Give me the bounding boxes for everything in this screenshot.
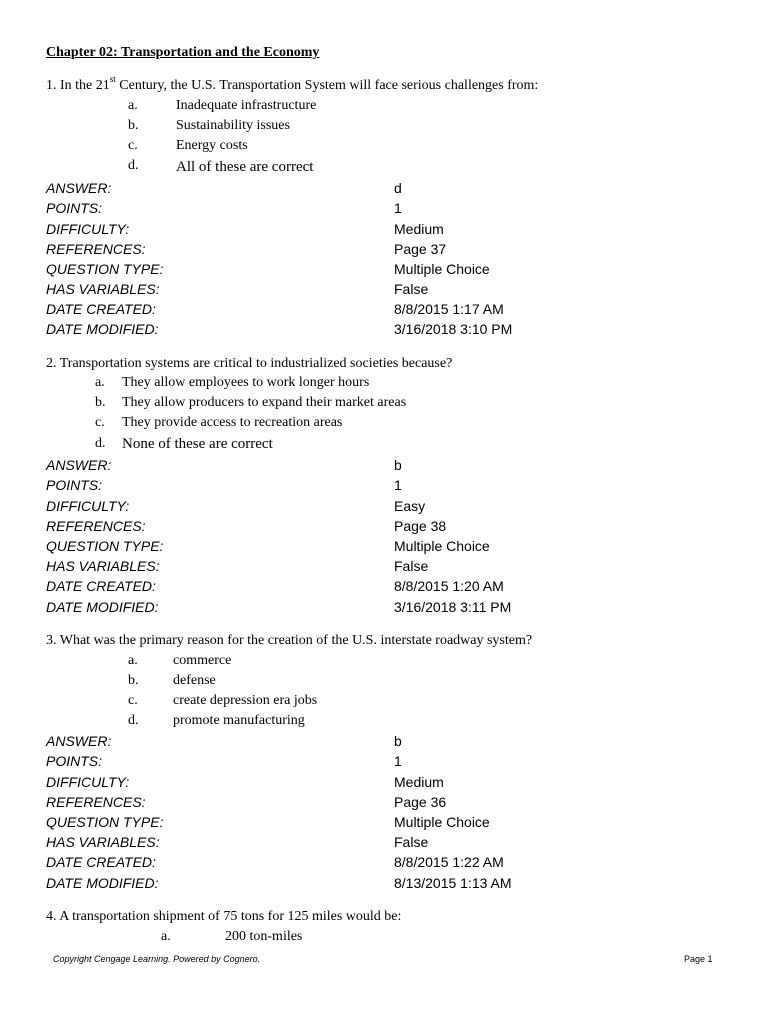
q1-question-type-value: Multiple Choice <box>394 261 490 277</box>
q1-date-modified-value: 3/16/2018 3:10 PM <box>394 321 513 337</box>
q3-references-value: Page 36 <box>394 794 447 810</box>
q1-has-variables-label: HAS VARIABLES: <box>46 281 160 297</box>
q2-date-created-value: 8/8/2015 1:20 AM <box>394 578 504 594</box>
q1-question-type-label: QUESTION TYPE: <box>46 261 164 277</box>
q1-date-created-label: DATE CREATED: <box>46 301 156 317</box>
q4-option-a-letter: a. <box>161 929 171 944</box>
q4-option-a-text: 200 ton-miles <box>225 929 303 944</box>
q2-question-type-value: Multiple Choice <box>394 538 490 554</box>
footer-page-number: Page 1 <box>684 954 713 964</box>
q1-option-a-letter: a. <box>128 98 138 113</box>
q3-has-variables-value: False <box>394 834 429 850</box>
q2-option-a-text: They allow employees to work longer hours <box>122 375 370 390</box>
q1-option-d-letter: d. <box>128 158 139 173</box>
question-3-text: 3. What was the primary reason for the creation of the U.S. interstate roadway system? <box>46 633 533 648</box>
q2-question-type-label: QUESTION TYPE: <box>46 538 164 554</box>
q2-has-variables-value: False <box>394 558 429 574</box>
q1-difficulty-value: Medium <box>394 221 444 237</box>
chapter-title: Chapter 02: Transportation and the Economy <box>46 45 320 60</box>
q2-option-b-letter: b. <box>95 395 106 410</box>
question-4-text: 4. A transportation shipment of 75 tons for 125 miles would be: <box>46 909 402 924</box>
q1-references-label: REFERENCES: <box>46 241 146 257</box>
q3-date-created-label: DATE CREATED: <box>46 854 156 870</box>
q2-points-label: POINTS: <box>46 477 103 493</box>
q1-date-created-value: 8/8/2015 1:17 AM <box>394 301 504 317</box>
question-1-text <box>46 74 539 94</box>
q3-difficulty-value: Medium <box>394 774 444 790</box>
q3-references-label: REFERENCES: <box>46 794 146 810</box>
q1-answer-label: ANSWER: <box>46 180 112 196</box>
q2-date-modified-value: 3/16/2018 3:11 PM <box>394 599 512 615</box>
q3-option-b-text: defense <box>173 673 216 688</box>
q1-option-c-letter: c. <box>128 138 138 153</box>
q1-points-value: 1 <box>394 200 402 216</box>
q2-references-value: Page 38 <box>394 518 447 534</box>
question-2-text: 2. Transportation systems are critical to industrialized societies because? <box>46 356 453 371</box>
q3-option-c-text: create depression era jobs <box>173 693 318 708</box>
q1-option-b-text: Sustainability issues <box>176 118 290 133</box>
question-1-prefix: 1. In the 21 <box>46 78 110 93</box>
q3-option-d-text: promote manufacturing <box>173 713 305 728</box>
q2-option-d-text: None of these are correct <box>122 436 273 452</box>
q3-answer-label: ANSWER: <box>46 733 112 749</box>
q3-date-modified-label: DATE MODIFIED: <box>46 875 159 891</box>
q1-date-modified-label: DATE MODIFIED: <box>46 321 159 337</box>
q2-option-c-letter: c. <box>95 415 105 430</box>
q2-date-created-label: DATE CREATED: <box>46 578 156 594</box>
q3-date-modified-value: 8/13/2015 1:13 AM <box>394 875 512 891</box>
question-1-superscript: st <box>109 74 116 84</box>
q1-difficulty-label: DIFFICULTY: <box>46 221 130 237</box>
q3-difficulty-label: DIFFICULTY: <box>46 774 130 790</box>
q3-answer-value: b <box>394 733 402 749</box>
q1-references-value: Page 37 <box>394 241 447 257</box>
q2-has-variables-label: HAS VARIABLES: <box>46 558 160 574</box>
footer-copyright: Copyright Cengage Learning. Powered by Cognero. <box>53 954 261 964</box>
q2-option-c-text: They provide access to recreation areas <box>122 415 343 430</box>
q3-question-type-label: QUESTION TYPE: <box>46 814 164 830</box>
q2-option-a-letter: a. <box>95 375 105 390</box>
q2-option-d-letter: d. <box>95 436 106 451</box>
q3-date-created-value: 8/8/2015 1:22 AM <box>394 854 504 870</box>
q3-has-variables-label: HAS VARIABLES: <box>46 834 160 850</box>
q3-option-b-letter: b. <box>128 673 139 688</box>
q2-references-label: REFERENCES: <box>46 518 146 534</box>
q1-option-c-text: Energy costs <box>176 138 248 153</box>
q2-date-modified-label: DATE MODIFIED: <box>46 599 159 615</box>
q1-points-label: POINTS: <box>46 200 103 216</box>
q3-question-type-value: Multiple Choice <box>394 814 490 830</box>
q2-option-b-text: They allow producers to expand their market areas <box>122 395 407 410</box>
q3-points-label: POINTS: <box>46 753 103 769</box>
q2-answer-label: ANSWER: <box>46 457 112 473</box>
q1-answer-value: d <box>394 180 402 196</box>
q3-points-value: 1 <box>394 753 402 769</box>
q2-answer-value: b <box>394 457 402 473</box>
q1-option-d-text: All of these are correct <box>176 159 314 175</box>
q3-option-a-text: commerce <box>173 653 232 668</box>
q3-option-a-letter: a. <box>128 653 138 668</box>
question-1-suffix: Century, the U.S. Transportation System will face serious challenges from: <box>115 78 539 93</box>
q2-points-value: 1 <box>394 477 402 493</box>
q2-difficulty-value: Easy <box>394 498 426 514</box>
q1-option-a-text: Inadequate infrastructure <box>176 98 317 113</box>
q3-option-d-letter: d. <box>128 713 139 728</box>
q3-option-c-letter: c. <box>128 693 138 708</box>
q2-difficulty-label: DIFFICULTY: <box>46 498 130 514</box>
q1-has-variables-value: False <box>394 281 429 297</box>
q1-option-b-letter: b. <box>128 118 139 133</box>
